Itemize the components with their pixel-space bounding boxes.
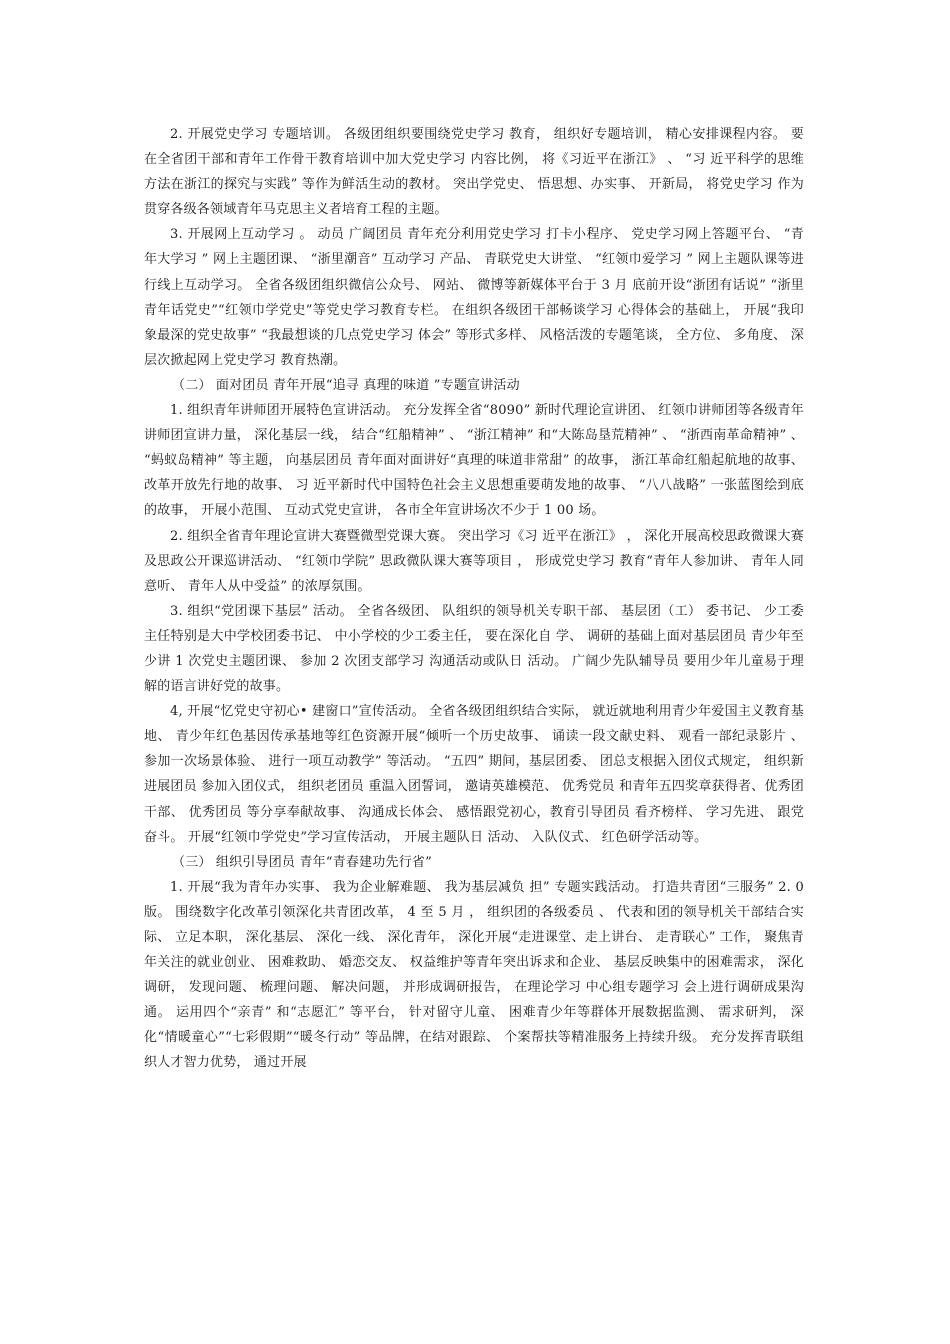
document-page	[144, 122, 804, 1076]
paragraph-remember-history: 4, 开展“忆党史守初心• 建窗口”宣传活动。 全省各级团组织结合实际， 就近就地利用青少年爱国主义教育基地、 青少年红色基因传承基地等红色资源开展“倾听一个历史故事、 诵读一段文献史料、 观看一部纪录影片 、 参加一次场景体验、 进行一项互动教学” 等活动。 “五四” 期间，基层团委、 团总支根据入团仪式规定， 组织新进展团员 参加入团仪式， 组织老团员 重温入团誓词， 邀请英雄模范、 优秀党员 和青年五四奖章获得者、优秀团干部、 优秀团员 等分享奉献故事、 沟通成长体会、 感悟跟党初心，教育引导团员 看齐榜样、 学习先进、 跟党奋斗。 开展“红领巾学党史”学习宣传活动， 开展主题队日 活动、 入队仪式、 红色研学活动等。	[144, 704, 804, 845]
paragraph-league-lessons: 3. 组织“党团课下基层” 活动。 全省各级团、 队组织的领导机关专职干部、 基层团（工） 委书记、 少工委主任特别是大中学校团委书记、 中小学校的少工委主任， 要在深化自 学、 调研的基础上面对基层团员 青少年至少讲 1 次党史主题团课、 参加 2 次团支部学习 沟通活动或队日 活动。 广阔少先队辅导员 要用少年儿童易于理解的语言讲好党的故事。	[144, 603, 804, 695]
paragraph-party-history-training: 2. 开展党史学习 专题培训。 各级团组织要围绕党史学习 教育， 组织好专题培训， 精心安排课程内容。 要在全省团干部和青年工作骨干教育培训中加大党史学习 内容比例， 将《习近平在浙江》 、 “习 近平科学的思维方法在浙江的探究与实践” 等作为鲜活生动的教材。 突出学党史、 悟思想、办实事、 开新局， 将党史学习 作为贯穿各级各领域青年马克思主义者培育工程的主题。	[144, 127, 804, 218]
paragraph-youth-lecturers: 1. 组织青年讲师团开展特色宣讲活动。 充分发挥全省“8090” 新时代理论宣讲团、 红领巾讲师团等各级青年讲师团宣讲力量， 深化基层一线， 结合“红船精神” 、 “浙江精神” 和“大陈岛垦荒精神” 、 “浙西南革命精神” 、 “蚂蚁岛精神” 等主题， 向基层团员 青年面对面讲好“真理的味道非常甜” 的故事， 浙江革命红船起航地的故事、 改革开放先行地的故事、 习 近平新时代中国特色社会主义思想重要萌发地的故事、 “八八战略” 一张蓝图绘到底的故事， 开展小范围、 互动式党史宣讲， 各市全年宣讲场次不少于 1 00 场。	[144, 403, 804, 519]
paragraph-theory-contest: 2. 组织全省青年理论宣讲大赛暨微型党课大赛。 突出学习《习 近平在浙江》 ， 深化开展高校思政微课大赛及思政公开课巡讲活动、 “红领巾学院” 思政微队课大赛等项目 ， 形成党史学习 教育“青年人参加讲、 青年人同意听、 青年人从中受益” 的浓厚氛围。	[144, 528, 804, 594]
paragraph-practical-activities: 1. 开展“我为青年办实事、 我为企业解难题、 我为基层减负 担” 专题实践活动。 打造共青团“三服务” 2. 0 版。 围绕数字化改革引领深化共青团改革， 4 至 5 月 ， 组织团的各级委员 、 代表和团的领导机关干部结合实际、 立足本职， 深化基层、 深化一线、 深化青年， 深化开展“走进课堂、走上讲台、 走青联心” 工作， 聚焦青年关注的就业创业、 困难救助、 婚恋交友、 权益维护等青年突出诉求和企业、 基层反映集中的困难需求， 深化调研， 发现问题、 梳理问题、 解决问题， 并形成调研报告， 在理论学习 中心组专题学习 会上进行调研成果沟通。 运用四个“亲青” 和“志愿汇” 等平台， 针对留守儿童、 困难青少年等群体开展数据监测、 需求研判， 深化“情暖童心”“七彩假期”“暖冬行动” 等品牌，在结对跟踪、 个案帮扶等精准服务上持续升级。 充分发挥青联组织人才智力优势， 通过开展	[144, 879, 804, 1071]
paragraph-online-interactive-learning: 3. 开展网上互动学习 。 动员 广阔团员 青年充分利用党史学习 打卡小程序、 党史学习网上答题平台、 “青年大学习 ” 网上主题团课、 “浙里潮音” 互动学习 产品、 青联党史大讲堂、 “红领巾爱学习 ” 网上主题队课等进行线上互动学习。 全省各级团组织微信公众号、 网站、 微博等新媒体平台于 3 月 底前开设“浙团有话说” “浙里青年话党史”“红领巾学党史”等党史学习教育专栏。 在组织各级团干部畅谈学习 心得体会的基础上， 开展“我印象最深的党史故事” “我最想谈的几点党史学习 体会” 等形式多样、 风格活泼的专题笔谈， 全方位、 多角度、 深层次掀起网上党史学习 教育热潮。	[144, 227, 804, 368]
section-heading-3: （三） 组织引导团员 青年“青春建功先行省”	[172, 854, 432, 870]
section-heading-2: （二） 面对团员 青年开展“追寻 真理的味道 ”专题宣讲活动	[172, 377, 520, 393]
